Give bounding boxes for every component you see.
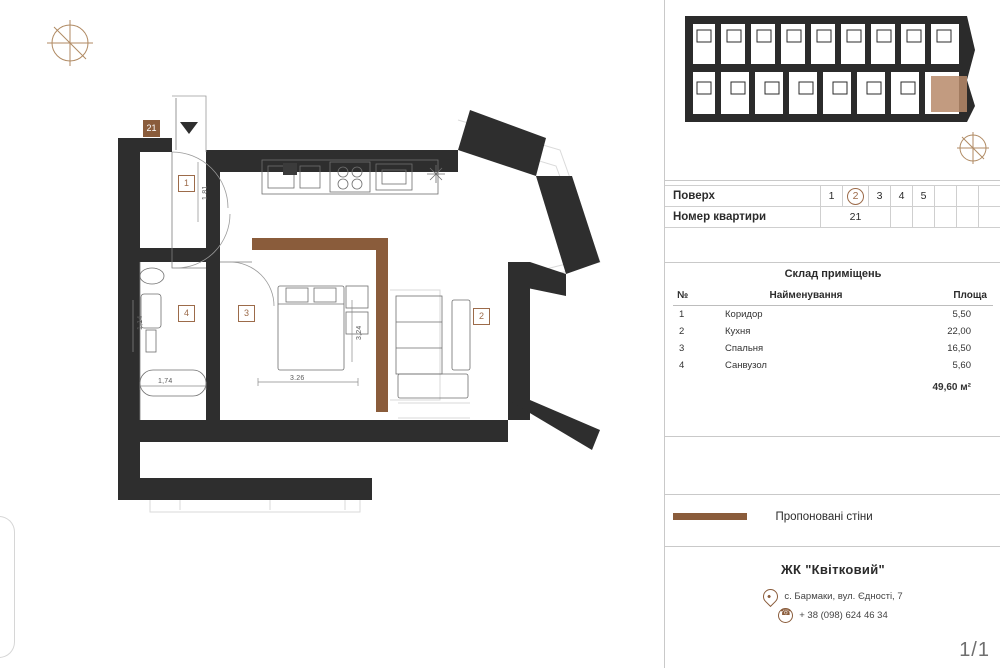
room-area: 22,00 [947,326,971,337]
entrance-marker-icon [180,122,198,134]
floor-blank-2 [957,186,979,207]
table-row [673,340,993,357]
apt-blank-3 [935,207,957,228]
phone-text: + 38 (098) 624 46 34 [799,610,888,621]
room-name: Кухня [725,326,751,337]
divider-legend-bottom [665,546,1000,547]
apartment-label: Номер квартири [665,207,821,228]
room-badge-4: 4 [178,305,195,322]
info-panel [664,0,1000,668]
floor-option-4[interactable]: 4 [891,186,913,207]
compass-icon [47,20,93,66]
apt-blank-4 [957,207,979,228]
floor-option-5[interactable]: 5 [913,186,935,207]
dimension-bed-vertical: 3,24 [356,325,363,340]
room-no: 3 [679,343,685,354]
floor-row [665,186,1000,207]
floor-blank-1 [935,186,957,207]
room-no: 1 [679,309,685,320]
address-text: с. Бармаки, вул. Єдності, 7 [784,591,903,602]
compass-icon-panel [955,130,991,166]
floor-selector-table [665,185,1000,228]
dimension-bath-vertical: 1,14 [137,315,144,330]
room-name: Спальня [725,343,764,354]
brand-block [665,562,1000,623]
page-number: 1/1 [959,639,990,661]
table-row [673,323,993,340]
room-area: 5,60 [952,360,971,371]
floor-blank-3 [979,186,1000,207]
floor-label: Поверх [665,186,821,207]
room-badge-3: 3 [238,305,255,322]
table-row [673,306,993,324]
apartment-tag: 21 [143,120,160,137]
complex-name: ЖК "Квітковий" [781,562,885,577]
apartment-number-value: 21 [821,207,891,228]
address-line [763,589,902,604]
room-name: Коридор [725,309,763,320]
rooms-table-header [673,288,993,306]
divider-rooms [665,262,1000,263]
divider-legend-top [665,494,1000,495]
room-no: 2 [679,326,685,337]
dimension-corridor-vertical: 1.81 [202,185,209,200]
dimension-bath-width: 1,74 [158,378,173,385]
room-area: 5,50 [952,309,971,320]
room-area: 16,50 [947,343,971,354]
rooms-section-title: Склад приміщень [784,268,882,280]
floor-option-3[interactable]: 3 [869,186,891,207]
apt-blank-2 [913,207,935,228]
apartment-row [665,207,1000,228]
floor-option-1[interactable]: 1 [821,186,843,207]
rooms-header-no: № [673,288,703,306]
location-pin-icon [760,586,781,607]
phone-icon [778,608,793,623]
rooms-header-name: Найменування [703,288,909,306]
divider-after-table [665,436,1000,437]
room-no: 4 [679,360,685,371]
room-badge-2: 2 [473,308,490,325]
apt-blank-5 [979,207,1000,228]
total-spacer-2 [703,374,909,396]
apt-blank-1 [891,207,913,228]
keyplan-highlighted-apartment [931,76,967,112]
floor-option-2[interactable] [843,186,869,207]
dimension-bed-width: 3.26 [290,375,305,382]
rooms-header-area: Площа [909,288,993,306]
phone-line [778,608,887,623]
contact-block [665,589,1000,623]
room-badge-1: 1 [178,175,195,192]
total-spacer-1 [673,374,703,396]
divider-top [665,180,1000,181]
building-keyplan [679,10,979,128]
total-area: 49,60 м² [932,382,971,393]
proposed-walls-label: Пропоновані стіни [775,510,873,523]
room-name: Санвузол [725,360,767,371]
page-corner-decoration [0,516,15,658]
total-row [673,374,993,396]
legend [673,508,993,526]
rooms-table [673,288,993,396]
selected-floor-marker: 2 [847,188,864,205]
proposed-walls-swatch [673,513,747,520]
table-row [673,357,993,374]
